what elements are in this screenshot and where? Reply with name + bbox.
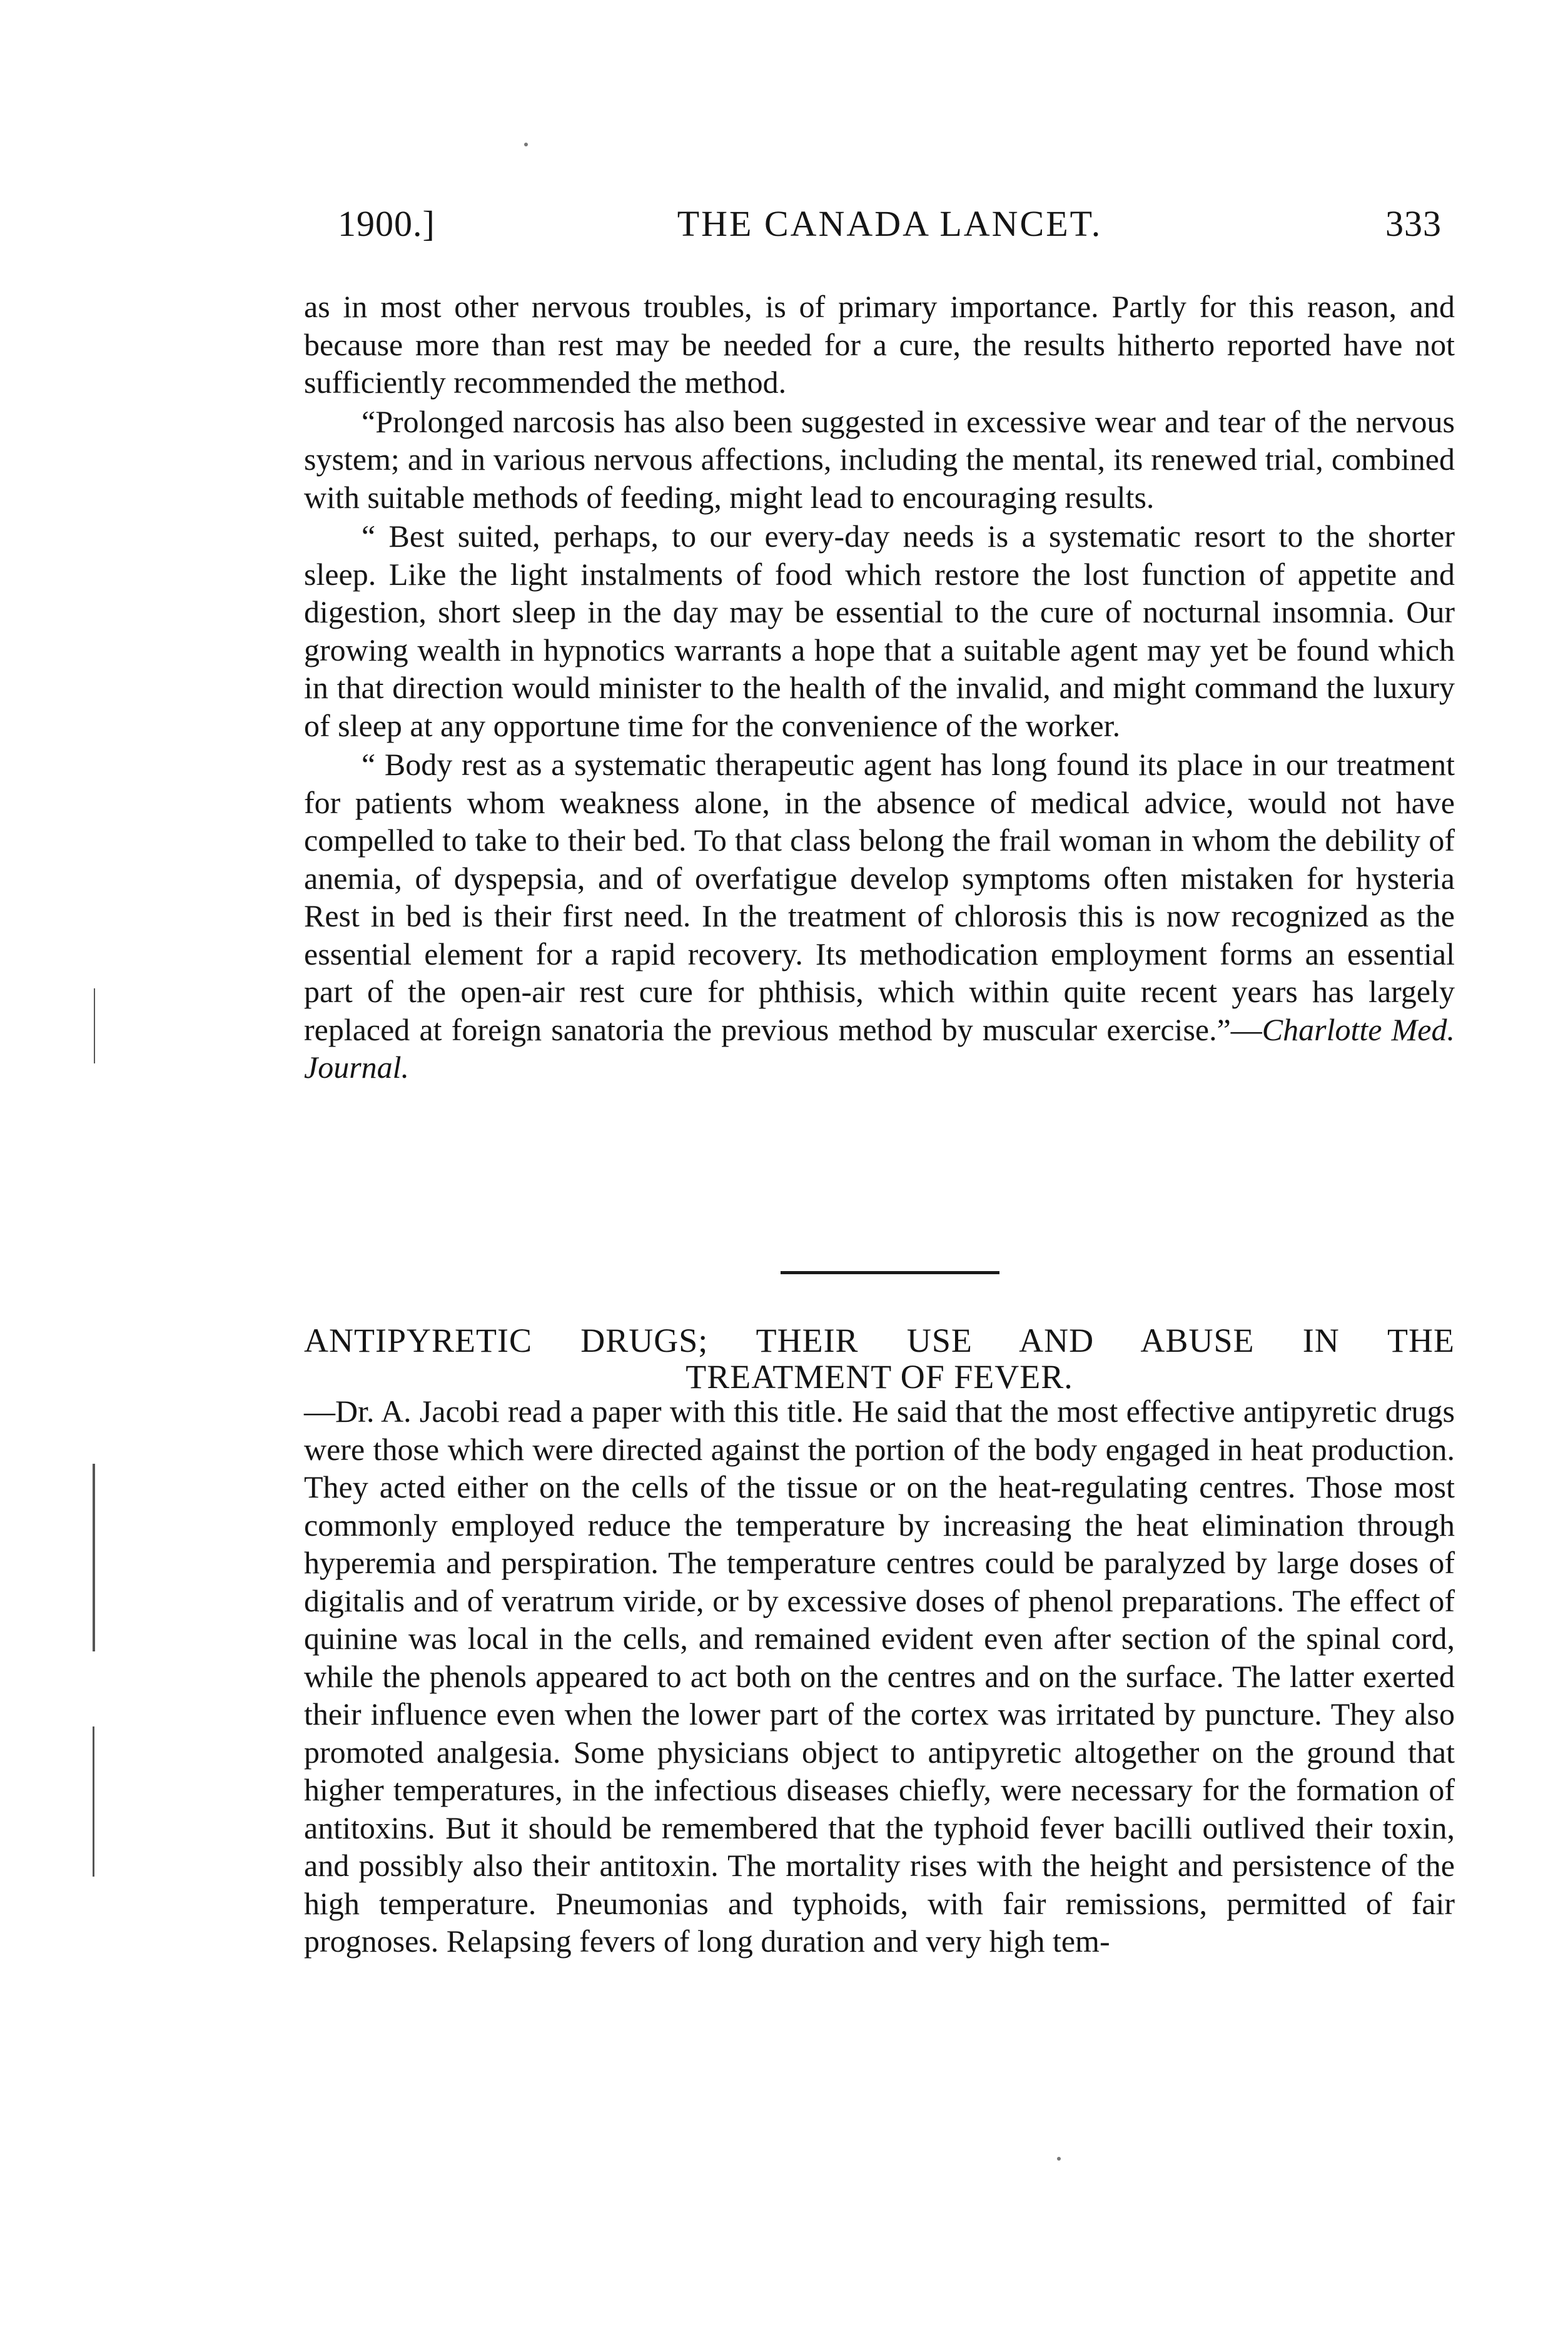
margin-scan-mark	[93, 1726, 94, 1877]
article-1-paragraph-4-text: “ Body rest as a systematic therapeutic agent has long found its place in our treatment for patients whom weakness alone, in the absence of medical advice, would not have compelled to take to their bed. To that class belong the frail woman in whom the debility of anemia, of dyspepsia, and of overfatigue develop symptoms often mistaken for hysteria Rest in bed is their first need. In the treatment of chlorosis this is now recognized as the essential element for a rapid recovery. Its methodication employment forms an essential part of the open-air rest cure for phthisis, which within quite recent years has largely replaced at foreign sanatoria the previous method by muscular exercise.”—	[304, 747, 1455, 1047]
running-head	[338, 199, 1442, 249]
section-divider	[781, 1271, 999, 1274]
article-1-paragraph-3: “ Best suited, perhaps, to our every-day needs is a systematic resort to the shorter sleep. Like the light instalments of food which restore the lost function of appetite and digestion, short sleep in the day may be essential to the cure of nocturnal insomnia. Our growing wealth in hypnotics warrants a hope that a suitable agent may yet be found which in that direction would minister to the health of the invalid, and might command the luxury of sleep at any opportune time for the convenience of the worker.	[304, 519, 1455, 743]
running-head-journal-title: THE CANADA LANCET.	[677, 203, 1103, 244]
margin-scan-mark	[94, 988, 95, 1063]
article-1-paragraph-2: “Prolonged narcosis has also been suggested in excessive wear and tear of the nervous system; and in various nervous affections, including the mental, its renewed trial, combined with suitable methods of feeding, might lead to encouraging results.	[304, 403, 1455, 515]
running-head-year: 1900.]	[338, 203, 435, 244]
article-1-paragraph-1: as in most other nervous troubles, is of primary importance. Partly for this reason, and because more than rest may be needed for a cure, the results hitherto reported have not sufficiently recommended the method.	[304, 289, 1455, 400]
article-2-title-line-1: ANTIPYRETIC DRUGS; THEIR USE AND ABUSE IN THE	[304, 1322, 1455, 1359]
article-1-body	[304, 288, 1455, 1087]
scan-speck	[524, 143, 528, 146]
article-2-body	[304, 1392, 1455, 1960]
article-1-paragraph-4	[304, 746, 1455, 1087]
page-number: 333	[1385, 203, 1442, 244]
article-2-title-line-2: TREATMENT OF FEVER.	[685, 1358, 1073, 1396]
margin-scan-mark	[93, 1464, 95, 1651]
article-2-paragraph: —Dr. A. Jacobi read a paper with this title. He said that the most effective antipyretic drugs were those which were directed against the portion of the body engaged in heat production. They acted either on the cells of the tissue or on the heat-regulating centres. Those most commonly employed reduce the temperature by increasing the heat elimination through hyperemia and perspiration. The temperature centres could be paralyzed by large doses of digitalis and of veratrum viride, or by excessive doses of phenol preparations. The effect of quinine was local in the cells, and remained evident even after section of the spinal cord, while the phenols appeared to act both on the centres and on the surface. The latter exerted their influence even when the lower part of the cortex was irritated by puncture. They also promoted analgesia. Some physicians object to antipyretic altogether on the ground that higher temperatures, in the infectious diseases chiefly, were necessary for the formation of antitoxins. But it should be remembered that the typhoid fever bacilli outlived their toxin, and possibly also their antitoxin. The mortality rises with the height and persistence of the high temperature. Pneumonias and typhoids, with fair remissions, permitted of fair prognoses. Relapsing fevers of long duration and very high tem-	[304, 1394, 1455, 1959]
source-citation: Charlotte Med. Journal.	[304, 1011, 1455, 1085]
scan-speck	[1057, 2157, 1061, 2161]
article-2-title	[304, 1322, 1455, 1395]
